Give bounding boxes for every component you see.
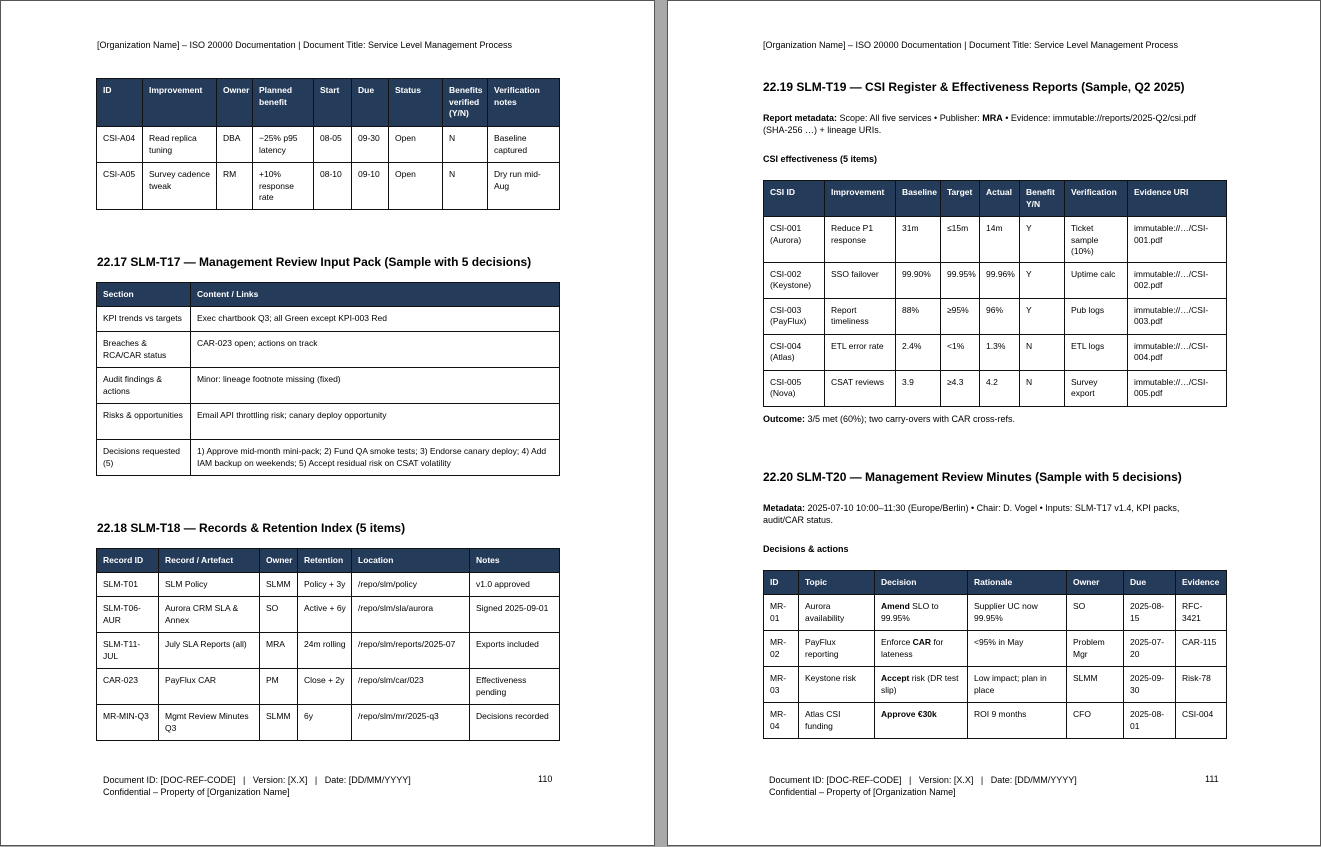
table-cell: RFC-3421 xyxy=(1176,595,1227,631)
col-header: Benefit Y/N xyxy=(1020,181,1065,217)
outcome-label: Outcome: xyxy=(763,414,806,424)
table-cell: SLM-T06-AUR xyxy=(97,597,159,633)
table-row xyxy=(97,633,560,669)
table-cell: 08-05 xyxy=(314,127,352,163)
table-row xyxy=(764,703,1227,739)
table-cell: 99.90% xyxy=(896,262,941,298)
running-header: [Organization Name] – ISO 20000 Documentation | Document Title: Service Level Management Process xyxy=(97,40,513,50)
table-cell: Uptime calc xyxy=(1065,262,1128,298)
col-header: Benefits verified (Y/N) xyxy=(443,79,488,127)
col-header: Section xyxy=(97,283,191,307)
table-cell: Problem Mgr xyxy=(1067,631,1124,667)
table-cell: CAR-023 open; actions on track xyxy=(191,332,560,368)
table-cell: MR-MIN-Q3 xyxy=(97,705,159,741)
section-title-t20: 22.20 SLM-T20 — Management Review Minutes (Sample with 5 decisions) xyxy=(763,470,1182,484)
table-cell: PayFlux CAR xyxy=(159,669,260,705)
table-cell: Signed 2025-09-01 xyxy=(470,597,560,633)
col-header: Due xyxy=(1124,571,1176,595)
table-cell: CSI-002 (Keystone) xyxy=(764,262,825,298)
decision-keyword: Amend xyxy=(881,601,910,611)
t17-table xyxy=(96,282,560,476)
csi-subheading: CSI effectiveness (5 items) xyxy=(763,154,878,164)
outcome-line xyxy=(763,413,1015,425)
table-cell: Baseline captured xyxy=(488,127,560,163)
table-row xyxy=(97,669,560,705)
table-cell: /repo/slm/policy xyxy=(352,573,470,597)
table-header-row xyxy=(764,571,1227,595)
table-cell: 3.9 xyxy=(896,370,941,406)
footer-doc-line: Document ID: [DOC-REF-CODE] | Version: [X.X] | Date: [DD/MM/YYYY] xyxy=(769,775,1077,785)
table-row xyxy=(97,573,560,597)
table-cell: 1) Approve mid-month mini-pack; 2) Fund QA smoke tests; 3) Endorse canary deploy; 4) Add IAM backup on weekends; 5) Accept residual risk on CSAT volatility xyxy=(191,440,560,476)
table-cell: ≤15m xyxy=(941,217,980,263)
table-cell: Supplier UC now 99.95% xyxy=(968,595,1067,631)
table-cell: Email API throttling risk; canary deploy opportunity xyxy=(191,404,560,440)
table-cell: CSI-005 (Nova) xyxy=(764,370,825,406)
col-header: Record / Artefact xyxy=(159,549,260,573)
col-header: Notes xyxy=(470,549,560,573)
table-cell-decision xyxy=(875,667,968,703)
table-cell: 2.4% xyxy=(896,334,941,370)
table-cell: Y xyxy=(1020,262,1065,298)
table-cell: CSI-001 (Aurora) xyxy=(764,217,825,263)
col-header: Evidence xyxy=(1176,571,1227,595)
col-header: ID xyxy=(97,79,143,127)
footer-confidential: Confidential – Property of [Organization Name] xyxy=(769,787,956,797)
table-cell: N xyxy=(1020,370,1065,406)
table-cell: 1.3% xyxy=(980,334,1020,370)
table-cell-decision xyxy=(875,703,968,739)
col-header: Improvement xyxy=(825,181,896,217)
table-cell: SLMM xyxy=(260,573,298,597)
table-cell: ≥95% xyxy=(941,298,980,334)
col-header: Topic xyxy=(799,571,875,595)
table-cell: CAR-023 xyxy=(97,669,159,705)
table-cell: Read replica tuning xyxy=(143,127,217,163)
col-header: CSI ID xyxy=(764,181,825,217)
table-cell: +10% response rate xyxy=(253,163,314,210)
table-row xyxy=(764,334,1227,370)
col-header: Actual xyxy=(980,181,1020,217)
footer xyxy=(769,774,1077,798)
report-metadata xyxy=(763,112,1203,136)
table-cell: 2025-08-01 xyxy=(1124,703,1176,739)
table-cell: Survey cadence tweak xyxy=(143,163,217,210)
table-cell: SO xyxy=(1067,595,1124,631)
table-cell: CSI-A05 xyxy=(97,163,143,210)
table-cell-decision xyxy=(875,595,968,631)
table-cell: immutable://…/CSI-005.pdf xyxy=(1128,370,1227,406)
table-row xyxy=(97,332,560,368)
table-cell: Decisions requested (5) xyxy=(97,440,191,476)
col-header: Improvement xyxy=(143,79,217,127)
table-cell: CSI-004 (Atlas) xyxy=(764,334,825,370)
table-cell: Policy + 3y xyxy=(298,573,352,597)
table-cell: immutable://…/CSI-004.pdf xyxy=(1128,334,1227,370)
table-cell: MRA xyxy=(260,633,298,669)
table-cell: DBA xyxy=(217,127,253,163)
table-cell: N xyxy=(443,163,488,210)
table-cell: July SLA Reports (all) xyxy=(159,633,260,669)
col-header: Decision xyxy=(875,571,968,595)
table-cell: CSI-003 (PayFlux) xyxy=(764,298,825,334)
table-cell: /repo/slm/mr/2025-q3 xyxy=(352,705,470,741)
table-cell: Risks & opportunities xyxy=(97,404,191,440)
table-header-row xyxy=(97,283,560,307)
table-cell: <95% in May xyxy=(968,631,1067,667)
table-cell: SSO failover xyxy=(825,262,896,298)
decision-keyword: Accept xyxy=(881,673,910,683)
table-cell: immutable://…/CSI-003.pdf xyxy=(1128,298,1227,334)
t19-table xyxy=(763,180,1227,407)
decisions-subheading: Decisions & actions xyxy=(763,544,849,554)
table-cell: 24m rolling xyxy=(298,633,352,669)
table-row xyxy=(764,595,1227,631)
table-cell: immutable://…/CSI-002.pdf xyxy=(1128,262,1227,298)
table-header-row xyxy=(97,79,560,127)
meta-text: • Evidence: immutable://reports/2025-Q2/csi.pdf (SHA-256 …) + lineage URIs. xyxy=(763,113,1196,135)
table-cell: Open xyxy=(389,127,443,163)
table-row xyxy=(764,298,1227,334)
section-title-t19: 22.19 SLM-T19 — CSI Register & Effectiveness Reports (Sample, Q2 2025) xyxy=(763,80,1185,94)
table-row xyxy=(764,631,1227,667)
section-title-t18: 22.18 SLM-T18 — Records & Retention Index (5 items) xyxy=(97,521,406,535)
table-cell: Breaches & RCA/CAR status xyxy=(97,332,191,368)
table-cell: 14m xyxy=(980,217,1020,263)
table-cell: 88% xyxy=(896,298,941,334)
col-header: Status xyxy=(389,79,443,127)
col-header: Owner xyxy=(1067,571,1124,595)
table-cell: /repo/slm/car/023 xyxy=(352,669,470,705)
table-cell: Dry run mid-Aug xyxy=(488,163,560,210)
table-cell: 09-10 xyxy=(352,163,389,210)
decision-text: for lateness xyxy=(881,637,944,659)
table-cell: KPI trends vs targets xyxy=(97,307,191,332)
table-cell: Low impact; plan in place xyxy=(968,667,1067,703)
footer xyxy=(103,774,411,798)
page-111 xyxy=(667,0,1321,846)
table-cell: MR-02 xyxy=(764,631,799,667)
table-cell: CSI-004 xyxy=(1176,703,1227,739)
footer-doc-line: Document ID: [DOC-REF-CODE] | Version: [X.X] | Date: [DD/MM/YYYY] xyxy=(103,775,411,785)
col-header: Rationale xyxy=(968,571,1067,595)
table-row xyxy=(764,370,1227,406)
table-cell: Risk-78 xyxy=(1176,667,1227,703)
table-cell: 99.96% xyxy=(980,262,1020,298)
table-cell: PayFlux reporting xyxy=(799,631,875,667)
table-row xyxy=(764,217,1227,263)
table-cell: RM xyxy=(217,163,253,210)
col-header: Content / Links xyxy=(191,283,560,307)
page-number: 111 xyxy=(1205,774,1219,784)
decision-keyword: Approve €30k xyxy=(881,709,937,719)
table-cell: ROI 9 months xyxy=(968,703,1067,739)
decision-keyword: CAR xyxy=(912,637,932,647)
col-header: Evidence URI xyxy=(1128,181,1227,217)
table-cell: N xyxy=(1020,334,1065,370)
table-cell: Minor: lineage footnote missing (fixed) xyxy=(191,368,560,404)
running-header: [Organization Name] – ISO 20000 Documentation | Document Title: Service Level Management Process xyxy=(763,40,1179,50)
table-cell: ETL logs xyxy=(1065,334,1128,370)
table-cell: Keystone risk xyxy=(799,667,875,703)
table-row xyxy=(97,368,560,404)
table-cell: ETL error rate xyxy=(825,334,896,370)
decision-text: Enforce xyxy=(881,637,913,647)
table-cell: Survey export xyxy=(1065,370,1128,406)
table-cell: 31m xyxy=(896,217,941,263)
table-cell-decision xyxy=(875,631,968,667)
table-cell: Exec chartbook Q3; all Green except KPI-003 Red xyxy=(191,307,560,332)
table-cell: CSAT reviews xyxy=(825,370,896,406)
col-header: Verification notes xyxy=(488,79,560,127)
meta-label: Report metadata: xyxy=(763,113,838,123)
table-cell: PM xyxy=(260,669,298,705)
meta-text: Scope: All five services • Publisher: xyxy=(837,113,983,123)
decision-text: SLO to 99.95% xyxy=(881,601,939,623)
table-row xyxy=(97,163,560,210)
table-cell: 6y xyxy=(298,705,352,741)
table-cell: MR-04 xyxy=(764,703,799,739)
decision-text: risk (DR test slip) xyxy=(881,673,959,695)
table-cell: 09-30 xyxy=(352,127,389,163)
table-cell: 08-10 xyxy=(314,163,352,210)
col-header: Planned benefit xyxy=(253,79,314,127)
table-cell: Aurora availability xyxy=(799,595,875,631)
table-cell: Audit findings & actions xyxy=(97,368,191,404)
table-cell: Atlas CSI funding xyxy=(799,703,875,739)
col-header: Owner xyxy=(217,79,253,127)
t18-table xyxy=(96,548,560,741)
table-row xyxy=(97,127,560,163)
table-cell: Y xyxy=(1020,298,1065,334)
table-cell: Effectiveness pending xyxy=(470,669,560,705)
table-cell: MR-03 xyxy=(764,667,799,703)
table-cell: SO xyxy=(260,597,298,633)
table-cell: Report timeliness xyxy=(825,298,896,334)
table-cell: 96% xyxy=(980,298,1020,334)
table-cell: CSI-A04 xyxy=(97,127,143,163)
meta-publisher: MRA xyxy=(982,113,1003,123)
table-cell: Mgmt Review Minutes Q3 xyxy=(159,705,260,741)
col-header: Retention xyxy=(298,549,352,573)
table-row xyxy=(97,705,560,741)
table-cell: immutable://…/CSI-001.pdf xyxy=(1128,217,1227,263)
meta-text: 2025-07-10 10:00–11:30 (Europe/Berlin) • Chair: D. Vogel • Inputs: SLM-T17 v1.4, KPI packs, audit/CAR status. xyxy=(763,503,1180,525)
table-cell: SLM-T01 xyxy=(97,573,159,597)
table-row xyxy=(764,262,1227,298)
table-cell: Ticket sample (10%) xyxy=(1065,217,1128,263)
col-header: Record ID xyxy=(97,549,159,573)
col-header: Verification xyxy=(1065,181,1128,217)
section-title-t17: 22.17 SLM-T17 — Management Review Input Pack (Sample with 5 decisions) xyxy=(97,255,532,269)
table-cell: CAR-115 xyxy=(1176,631,1227,667)
table-cell: Close + 2y xyxy=(298,669,352,705)
table-cell: 2025-07-20 xyxy=(1124,631,1176,667)
table-cell: SLM-T11-JUL xyxy=(97,633,159,669)
col-header: ID xyxy=(764,571,799,595)
minutes-metadata xyxy=(763,502,1213,526)
col-header: Due xyxy=(352,79,389,127)
col-header: Location xyxy=(352,549,470,573)
table-row xyxy=(97,404,560,440)
table-header-row xyxy=(97,549,560,573)
table-cell: v1.0 approved xyxy=(470,573,560,597)
table-row xyxy=(97,597,560,633)
table-cell: SLMM xyxy=(1067,667,1124,703)
table-cell: ≥4.3 xyxy=(941,370,980,406)
meta-label: Metadata: xyxy=(763,503,806,513)
table-cell: SLM Policy xyxy=(159,573,260,597)
page-110 xyxy=(0,0,655,846)
table-cell: /repo/slm/reports/2025-07 xyxy=(352,633,470,669)
table-cell: Aurora CRM SLA & Annex xyxy=(159,597,260,633)
table-cell: MR-01 xyxy=(764,595,799,631)
table-cell: 4.2 xyxy=(980,370,1020,406)
table-cell: Pub logs xyxy=(1065,298,1128,334)
col-header: Start xyxy=(314,79,352,127)
table-cell: Open xyxy=(389,163,443,210)
table-cell: SLMM xyxy=(260,705,298,741)
table-cell: Exports included xyxy=(470,633,560,669)
table-row xyxy=(97,307,560,332)
footer-confidential: Confidential – Property of [Organization Name] xyxy=(103,787,290,797)
table-cell: Y xyxy=(1020,217,1065,263)
col-header: Baseline xyxy=(896,181,941,217)
table-cell: 2025-09-30 xyxy=(1124,667,1176,703)
table-row xyxy=(97,440,560,476)
table-cell: Reduce P1 response xyxy=(825,217,896,263)
col-header: Target xyxy=(941,181,980,217)
outcome-text: 3/5 met (60%); two carry-overs with CAR cross-refs. xyxy=(805,414,1016,424)
table-cell: <1% xyxy=(941,334,980,370)
table-cell: Active + 6y xyxy=(298,597,352,633)
t20-table xyxy=(763,570,1227,739)
table-header-row xyxy=(764,181,1227,217)
page-number: 110 xyxy=(538,774,553,784)
col-header: Owner xyxy=(260,549,298,573)
table-cell: Decisions recorded xyxy=(470,705,560,741)
table-row xyxy=(764,667,1227,703)
table-cell: 2025-08-15 xyxy=(1124,595,1176,631)
table-cell: 99.95% xyxy=(941,262,980,298)
csi-table xyxy=(96,78,560,210)
table-cell: −25% p95 latency xyxy=(253,127,314,163)
table-cell: /repo/slm/sla/aurora xyxy=(352,597,470,633)
table-cell: CFO xyxy=(1067,703,1124,739)
table-cell: N xyxy=(443,127,488,163)
